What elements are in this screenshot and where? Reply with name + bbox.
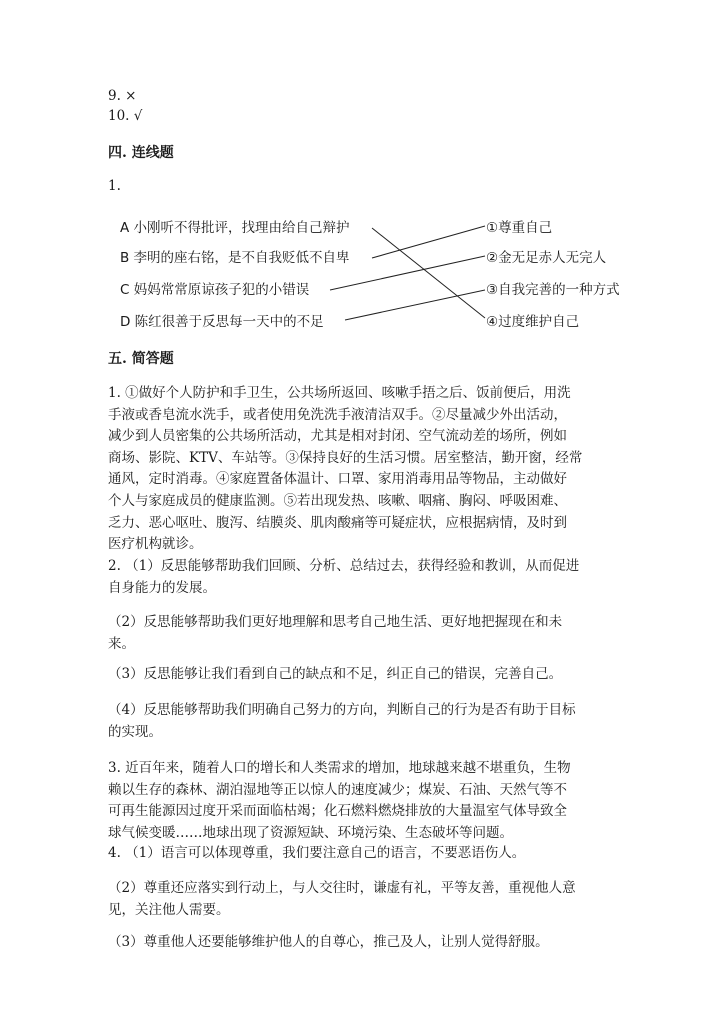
section5-title: 五. 简答题: [108, 351, 174, 367]
left-item-b: B 李明的座右铭，是不自我贬低不自卑: [120, 250, 350, 266]
text-line: （3）反思能够让我们看到自己的缺点和不足，纠正自己的错误，完善自己。: [108, 666, 563, 682]
text-line: 个人与家庭成员的健康监测。⑤若出现发热、咳嗽、咽痛、胸闷、呼吸困难、: [108, 492, 567, 509]
left-item-d: D 陈红很善于反思每一天中的不足: [120, 314, 324, 330]
answer-q1: [108, 383, 608, 556]
text-line: 2. （1）反思能够帮助我们回顾、分析、总结过去，获得经验和教训，从而促进: [108, 558, 580, 574]
text-line: 球气候变暖……地球出现了资源短缺、环境污染、生态破坏等问题。: [108, 824, 513, 841]
answer-q2-2: [108, 612, 608, 655]
answer-q4-3: [108, 932, 608, 954]
answer-9: 9. ×: [108, 88, 137, 104]
answer-q4-2: [108, 878, 608, 921]
matching-question-number: 1.: [108, 178, 121, 194]
text-line: 医疗机构就诊。: [108, 536, 203, 553]
text-line: 见，关注他人需要。: [108, 901, 230, 918]
text-line: （3）尊重他人还要能够维护他人的自尊心，推己及人，让别人觉得舒服。: [108, 934, 549, 950]
answer-10: 10. √: [108, 108, 143, 124]
text-line: 的实现。: [108, 723, 162, 740]
text-line: （2）尊重还应落实到行动上，与人交往时，谦虚有礼，平等友善，重视他人意: [108, 880, 576, 896]
match-line-d: [345, 290, 485, 320]
right-item-1: ①尊重自己: [486, 220, 553, 236]
answer-q3: [108, 758, 608, 844]
answer-q4-1: [108, 843, 608, 865]
left-item-a: A 小刚听不得批评，找理由给自己辩护: [120, 220, 350, 236]
text-line: （2）反思能够帮助我们更好地理解和思考自己地生活、更好地把握现在和未: [108, 614, 563, 630]
text-line: （4）反思能够帮助我们明确自己努力的方向，判断自己的行为是否有助于目标: [108, 702, 576, 718]
section4-title: 四. 连线题: [108, 145, 174, 161]
text-line: 乏力、恶心呕吐、腹泻、结膜炎、肌肉酸痛等可疑症状，应根据病情，及时到: [108, 514, 567, 531]
answer-q2-4: [108, 700, 608, 743]
text-line: 4. （1）语言可以体现尊重，我们要注意自己的语言，不要恶语伤人。: [108, 845, 526, 861]
text-line: 来。: [108, 635, 135, 652]
text-line: 商场、影院、KTV、车站等。③保持良好的生活习惯。居室整洁，勤开窗，经常: [108, 449, 583, 466]
right-item-3: ③自我完善的一种方式: [486, 282, 620, 298]
text-line: 通风，定时消毒。④家庭置备体温计、口罩、家用消毒用品等物品，主动做好: [108, 471, 567, 488]
answer-q2-1: [108, 556, 608, 599]
text-line: 赖以生存的森林、湖泊湿地等正以惊人的速度减少；煤炭、石油、天然气等不: [108, 781, 567, 798]
text-line: 自身能力的发展。: [108, 579, 216, 596]
left-item-c: C 妈妈常常原谅孩子犯的小错误: [120, 282, 310, 298]
text-line: 可再生能源因过度开采而面临枯竭；化石燃料燃烧排放的大量温室气体导致全: [108, 803, 567, 820]
answer-q2-3: [108, 664, 608, 686]
text-line: 3. 近百年来，随着人口的增长和人类需求的增加，地球越来越不堪重负，生物: [108, 760, 571, 776]
text-line: 减少到人员密集的公共场所活动，尤其是相对封闭、空气流动差的场所，例如: [108, 428, 567, 445]
match-line-c: [330, 256, 485, 290]
right-item-2: ②金无足赤人无完人: [486, 250, 607, 266]
text-line: 手液或香皂流水洗手，或者使用免洗洗手液清洁双手。②尽量减少外出活动，: [108, 406, 567, 423]
right-item-4: ④过度维护自己: [486, 314, 580, 330]
text-line: 1. ①做好个人防护和手卫生，公共场所返回、咳嗽手捂之后、饭前便后，用洗: [108, 385, 571, 401]
